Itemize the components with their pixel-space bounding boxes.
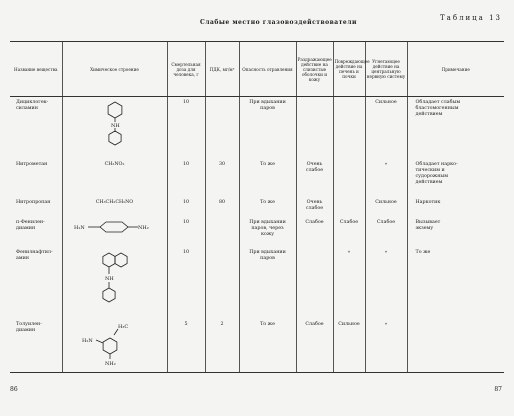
cell-pdk: [205, 159, 239, 197]
page-number-left: 86: [10, 386, 18, 393]
structural-formula: [85, 250, 145, 310]
danger-text: При вдыхании паров: [249, 249, 286, 261]
cell-note: [407, 217, 504, 247]
cell-dose: [167, 197, 205, 217]
cell-liver: [333, 159, 365, 197]
cell-note: [407, 197, 504, 217]
dose-text: 5: [184, 321, 188, 327]
cell-note: [407, 159, 504, 197]
danger-text: То же: [260, 321, 275, 327]
cell-dose: [167, 217, 205, 247]
pdk-text: 30: [218, 161, 226, 167]
cell-irritant: [296, 247, 333, 319]
page-number-right: 87: [494, 386, 502, 393]
nh-label: NH: [110, 123, 120, 129]
note-text: То же: [415, 249, 431, 255]
irritant-text: Очень слабое: [305, 199, 324, 211]
cell-danger: [239, 319, 296, 373]
cell-danger: [239, 197, 296, 217]
note-text: Обладает слабым бластомогенным действием: [415, 100, 461, 117]
cell-dose: [167, 319, 205, 373]
table-row: [10, 197, 504, 217]
liver-text: Сильное: [338, 321, 360, 327]
cell-pdk: [205, 217, 239, 247]
cell-pdk: [205, 197, 239, 217]
cell-liver: [333, 197, 365, 217]
table-row: [10, 319, 504, 373]
nh2-label: NH₂: [104, 360, 116, 367]
cell-irritant: [296, 197, 333, 217]
cell-danger: [239, 247, 296, 319]
name-text: Дициклогек- силамин: [16, 100, 49, 111]
header-dose: Смертельная доза для человека, г: [167, 42, 205, 97]
liver-text: »: [347, 249, 351, 255]
danger-text: При вдыхании паров: [249, 100, 286, 111]
cns-text: Сильное: [375, 100, 397, 105]
cell-danger: [239, 159, 296, 197]
cell-structure: [62, 319, 167, 373]
cell-structure: [62, 247, 167, 319]
table-row: [10, 217, 504, 247]
cell-danger: [239, 97, 296, 159]
cell-cns: [365, 217, 407, 247]
cell-dose: [167, 247, 205, 319]
pdk-text: 80: [218, 199, 226, 205]
structural-formula: [70, 220, 160, 234]
danger-text: При вдыхании паров, через кожу: [249, 219, 286, 237]
note-text: Вызывает экзему: [415, 219, 441, 231]
table-title: Слабые местно глазовоздействователи: [200, 19, 357, 26]
cell-name: [10, 217, 62, 247]
name-text: Нитропропан: [16, 199, 51, 205]
formula-text: CH₃CH₂CH₂NO: [95, 199, 134, 205]
cns-text: »: [384, 321, 388, 327]
nh2-label: NH₂: [137, 224, 149, 231]
irritant-text: Очень слабое: [305, 161, 324, 173]
pdk-text: 2: [220, 321, 224, 327]
h2n-label: H₂N: [81, 337, 93, 344]
h3c-label: H₃C: [117, 323, 128, 330]
name-text: Нитрометан: [16, 161, 48, 167]
cell-note: [407, 319, 504, 373]
cell-name: [10, 159, 62, 197]
cell-pdk: [205, 247, 239, 319]
cell-pdk: [205, 319, 239, 373]
cell-structure: [62, 159, 167, 197]
cell-irritant: [296, 159, 333, 197]
liver-text: Слабое: [339, 219, 359, 225]
cell-structure: [62, 197, 167, 217]
dose-text: 10: [182, 100, 190, 105]
table-row: [10, 159, 504, 197]
header-note: Примечание: [407, 42, 504, 97]
cell-cns: [365, 97, 407, 159]
cell-cns: [365, 159, 407, 197]
header-liver: Повреждающее действие на печень и почки: [333, 42, 365, 97]
dose-text: 10: [182, 161, 190, 167]
cell-irritant: [296, 97, 333, 159]
cell-pdk: [205, 97, 239, 159]
cns-text: »: [384, 161, 388, 167]
nh-label: NH: [104, 275, 114, 282]
cns-text: Сильное: [375, 199, 397, 205]
header-cns: Угнетающее действие на центральную нервную систему: [365, 42, 407, 97]
table-row: [10, 97, 504, 159]
header-pdk: ПДК, мг/м³: [205, 42, 239, 97]
cell-note: [407, 97, 504, 159]
header-danger: Опасность отравления: [239, 42, 296, 97]
table-row: [10, 247, 504, 319]
cell-dose: [167, 97, 205, 159]
cell-cns: [365, 197, 407, 217]
dose-text: 10: [182, 219, 190, 225]
cell-liver: [333, 97, 365, 159]
irritant-text: Слабое: [305, 219, 324, 225]
name-text: Фенилнафтил- амин: [16, 249, 53, 261]
header-irritant: Раздражающее действие на слизистые оболочки и кожу: [296, 42, 333, 97]
structural-formula: [85, 100, 145, 146]
cell-dose: [167, 159, 205, 197]
header-structure: Химическое строение: [62, 42, 167, 97]
formula-text: CH₃NO₂: [104, 161, 125, 167]
danger-text: То же: [260, 161, 275, 167]
cell-liver: [333, 319, 365, 373]
cell-name: [10, 319, 62, 373]
cns-text: Слабое: [376, 219, 396, 225]
substances-table: [10, 41, 504, 373]
cell-name: [10, 97, 62, 159]
irritant-text: Слабое: [305, 321, 324, 327]
cell-note: [407, 247, 504, 319]
structural-formula: [80, 322, 150, 368]
name-text: п-Фенилен- диамин: [16, 219, 45, 231]
cns-text: »: [384, 249, 388, 255]
dose-text: 10: [182, 199, 190, 205]
cell-cns: [365, 319, 407, 373]
table-number-label: Таблица 13: [440, 14, 502, 22]
cell-structure: [62, 97, 167, 159]
danger-text: То же: [260, 199, 275, 205]
cell-structure: [62, 217, 167, 247]
table-header-row: [10, 42, 504, 97]
note-text: Обладает нарко- тическим и судорожным действием: [415, 161, 458, 185]
cell-danger: [239, 217, 296, 247]
header-name: Название вещества: [10, 42, 62, 97]
cell-liver: [333, 217, 365, 247]
cell-irritant: [296, 217, 333, 247]
h2n-label: H₂N: [73, 224, 85, 231]
note-text: Наркотик: [415, 199, 441, 205]
cell-name: [10, 247, 62, 319]
cell-irritant: [296, 319, 333, 373]
dose-text: 10: [182, 249, 190, 255]
cell-name: [10, 197, 62, 217]
name-text: Толуилен- диамин: [16, 321, 42, 333]
cell-liver: [333, 247, 365, 319]
cell-cns: [365, 247, 407, 319]
